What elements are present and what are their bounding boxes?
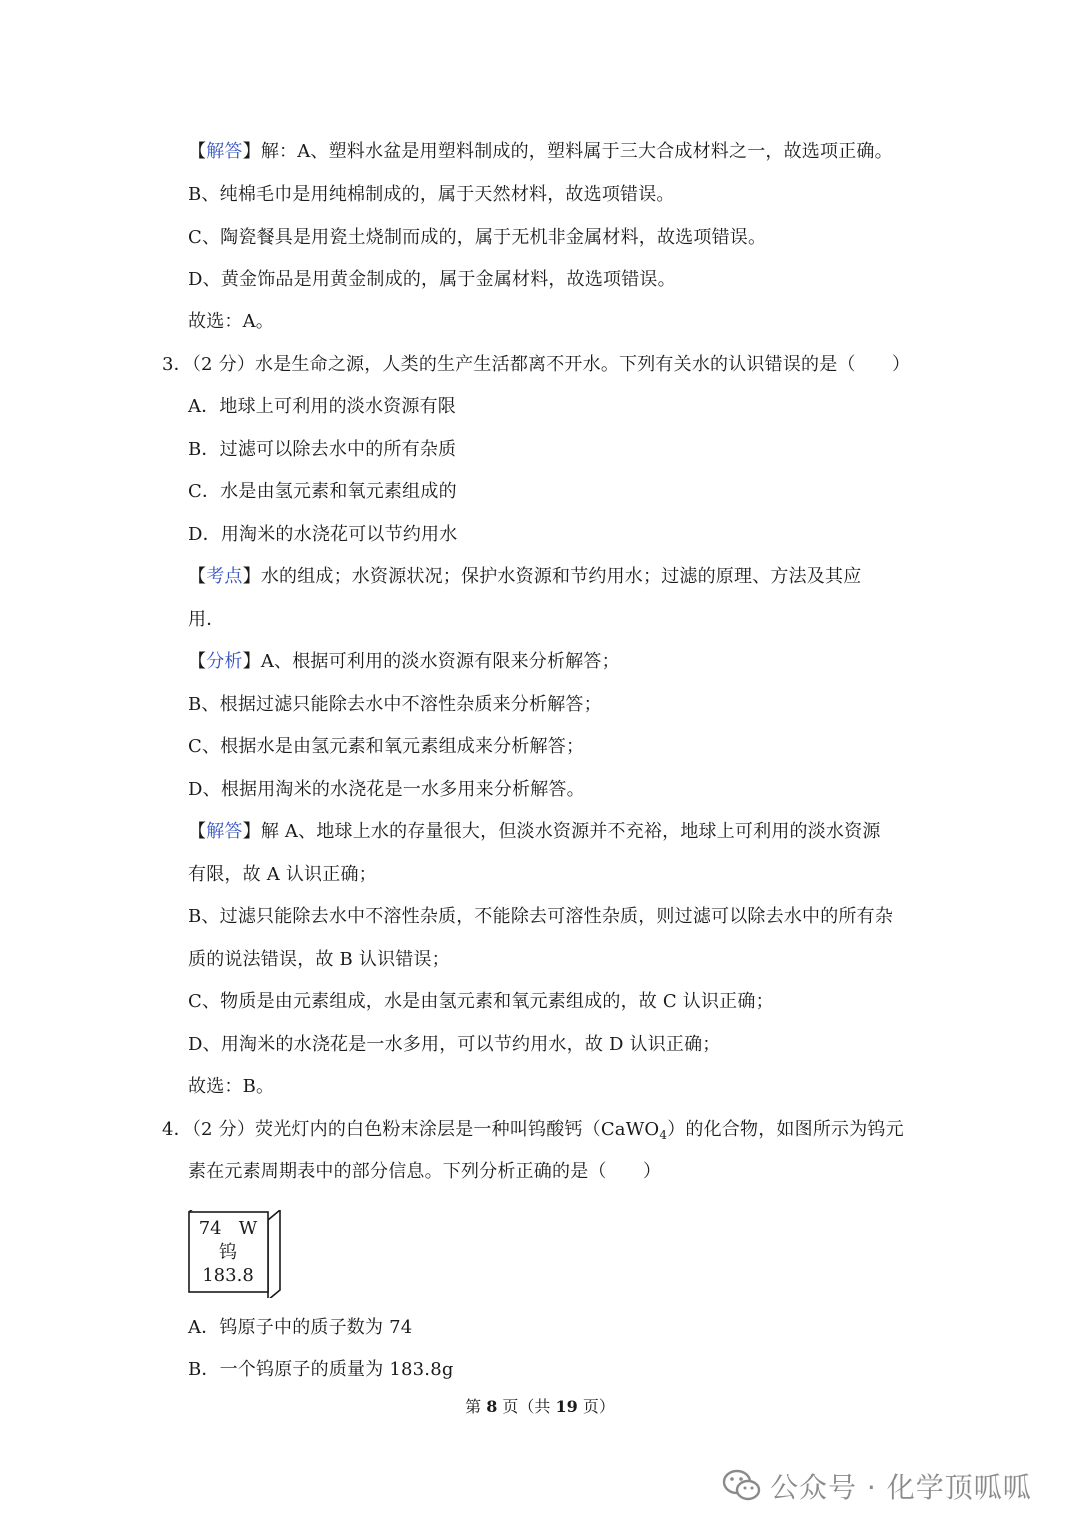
answer-choice: 故选：B。 <box>188 1076 275 1097</box>
question-stem: 3．（2 分）水是生命之源，人类的生产生活都离不开水。下列有关水的认识错误的是（ ） <box>162 354 911 375</box>
kaodian-line: 【考点】水的组成；水资源状况；保护水资源和节约用水；过滤的原理、方法及其应 <box>188 566 862 587</box>
fenxi-line: C、根据水是由氢元素和氧元素组成来分析解答； <box>188 736 585 757</box>
answer-line: B、纯棉毛巾是用纯棉制成的，属于天然材料，故选项错误。 <box>188 184 675 205</box>
jieda-line: 有限，故 A 认识正确； <box>188 864 377 885</box>
watermark <box>722 1464 1032 1508</box>
option-d: D．用淘米的水浇花可以节约用水 <box>188 524 458 545</box>
jieda-line: B、过滤只能除去水中不溶性杂质，不能除去可溶性杂质，则过滤可以除去水中的所有杂 <box>188 906 894 927</box>
jieda-tag: 【解答】 <box>188 821 261 842</box>
watermark-text: 公众号 · 化学顶呱呱 <box>770 1471 1032 1504</box>
fenxi-line: B、根据过滤只能除去水中不溶性杂质来分析解答； <box>188 694 602 715</box>
element-name: 钨 <box>219 1242 237 1263</box>
jieda-line: C、物质是由元素组成，水是由氢元素和氧元素组成的，故 C 认识正确； <box>188 991 774 1012</box>
answer-choice: 故选：A。 <box>188 311 274 332</box>
option-b: B．过滤可以除去水中的所有杂质 <box>188 439 457 460</box>
jieda-line: 【解答】解 A、地球上水的存量很大，但淡水资源并不充裕，地球上可利用的淡水资源 <box>188 821 881 842</box>
page-footer: 第 8 页（共 19 页） <box>465 1397 615 1416</box>
element-number-symbol: 74 W <box>198 1218 258 1239</box>
jieda-line: D、用淘米的水浇花是一水多用，可以节约用水，故 D 认识正确； <box>188 1034 721 1055</box>
question-stem-cont: 素在元素周期表中的部分信息。下列分析正确的是（ ） <box>188 1161 662 1182</box>
fenxi-line: D、根据用淘米的水浇花是一水多用来分析解答。 <box>188 779 585 800</box>
wechat-icon <box>722 1468 762 1504</box>
element-mass: 183.8 <box>202 1265 254 1286</box>
answer-line: 【解答】解：A、塑料水盆是用塑料制成的，塑料属于三大合成材料之一，故选项正确。 <box>188 141 893 162</box>
option-c: C．水是由氢元素和氧元素组成的 <box>188 481 457 502</box>
option-a: A．钨原子中的质子数为 74 <box>188 1317 413 1338</box>
periodic-element-card <box>188 1210 272 1292</box>
kaodian-line: 用． <box>188 609 225 630</box>
answer-line: D、黄金饰品是用黄金制成的，属于金属材料，故选项错误。 <box>188 269 676 290</box>
answer-tag: 【解答】 <box>188 141 261 162</box>
jieda-line: 质的说法错误，故 B 认识错误； <box>188 949 450 970</box>
kaodian-tag: 【考点】 <box>188 566 261 587</box>
option-a: A．地球上可利用的淡水资源有限 <box>188 396 456 417</box>
answer-line: C、陶瓷餐具是用瓷土烧制而成的，属于无机非金属材料，故选项错误。 <box>188 227 767 248</box>
fenxi-tag: 【分析】 <box>188 651 261 672</box>
question-stem: 4．（2 分）荧光灯内的白色粉末涂层是一种叫钨酸钙（CaWO$_4$）的化合物，如图所示为钨元 <box>162 1119 904 1142</box>
fenxi-line: 【分析】A、根据可利用的淡水资源有限来分析解答； <box>188 651 620 672</box>
option-b: B．一个钨原子的质量为 183.8g <box>188 1359 454 1380</box>
